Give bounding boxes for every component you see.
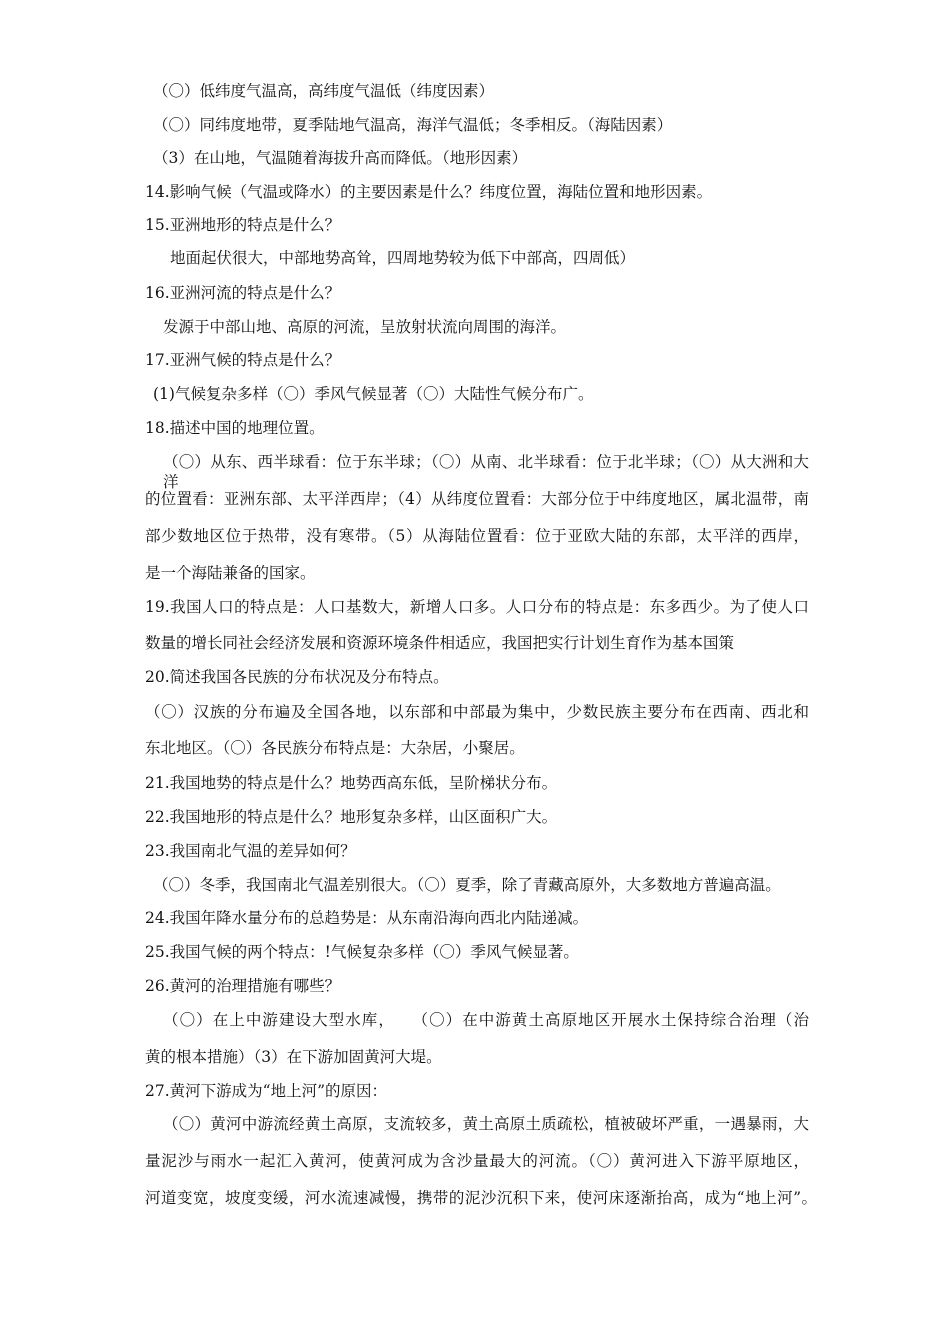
text-line: 24.我国年降水量分布的总趋势是：从东南沿海向西北内陆递减。 <box>145 909 589 927</box>
text-line: （〇）低纬度气温高，高纬度气温低（纬度因素） <box>153 82 495 100</box>
text-line: 27.黄河下游成为“地上河”的原因： <box>145 1082 387 1100</box>
text-line: （〇）在上中游建设大型水库， （〇）在中游黄土高原地区开展水土保持综合治理（治 <box>163 1011 809 1029</box>
text-line: 地面起伏很大，中部地势高耸，四周地势较为低下中部高，四周低） <box>170 249 636 267</box>
text-line: 17.亚洲气候的特点是什么？ <box>145 351 341 369</box>
text-line: (1)气候复杂多样（〇）季风气候显著（〇）大陆性气候分布广。 <box>153 385 594 403</box>
text-line: 数量的增长同社会经济发展和资源环境条件相适应，我国把实行计划生育作为基本国策 <box>145 634 735 652</box>
text-line: 21.我国地势的特点是什么？地势西高东低，呈阶梯状分布。 <box>145 774 558 792</box>
text-line: 东北地区。（〇）各民族分布特点是：大杂居，小聚居。 <box>145 739 525 757</box>
text-line: 量泥沙与雨水一起汇入黄河，使黄河成为含沙量最大的河流。（〇）黄河进入下游平原地区， <box>145 1152 809 1170</box>
text-line: （〇）从东、西半球看：位于东半球；（〇）从南、北半球看：位于北半球；（〇）从大洲和大洋 <box>163 453 809 491</box>
text-line: 的位置看：亚洲东部、太平洋西岸；（4）从纬度位置看：大部分位于中纬度地区，属北温带，南 <box>145 490 809 508</box>
text-line: （〇）同纬度地带，夏季陆地气温高，海洋气温低；冬季相反。（海陆因素） <box>153 116 673 134</box>
text-line: 19.我国人口的特点是：人口基数大，新增人口多。人口分布的特点是：东多西少。为了使人口 <box>145 598 809 616</box>
text-line: 23.我国南北气温的差异如何？ <box>145 842 356 860</box>
text-line: 22.我国地形的特点是什么？地形复杂多样，山区面积广大。 <box>145 808 558 826</box>
text-line: 河道变宽，坡度变缓，河水流速减慢，携带的泥沙沉积下来，使河床逐渐抬高，成为“地上河”。 <box>145 1189 817 1207</box>
text-line: 20.简述我国各民族的分布状况及分布特点。 <box>145 668 449 686</box>
text-line: 16.亚洲河流的特点是什么？ <box>145 284 341 302</box>
text-line: （〇）汉族的分布遍及全国各地，以东部和中部最为集中，少数民族主要分布在西南、西北和 <box>145 703 809 721</box>
text-line: 18.描述中国的地理位置。 <box>145 419 325 437</box>
text-line: 黄的根本措施）（3）在下游加固黄河大堤。 <box>145 1048 442 1066</box>
text-line: 15.亚洲地形的特点是什么？ <box>145 216 341 234</box>
text-line: （3）在山地，气温随着海拔升高而降低。（地形因素） <box>153 149 528 167</box>
text-line: 发源于中部山地、高原的河流，呈放射状流向周围的海洋。 <box>163 318 567 336</box>
text-line: 14.影响气候（气温或降水）的主要因素是什么？纬度位置，海陆位置和地形因素。 <box>145 183 713 201</box>
text-line: 部少数地区位于热带，没有寒带。（5）从海陆位置看：位于亚欧大陆的东部，太平洋的西岸， <box>145 527 809 545</box>
text-line: 是一个海陆兼备的国家。 <box>145 564 316 582</box>
text-line: （〇）黄河中游流经黄土高原，支流较多，黄土高原土质疏松，植被破坏严重，一遇暴雨，大 <box>163 1115 809 1133</box>
text-line: 25.我国气候的两个特点：!气候复杂多样（〇）季风气候显著。 <box>145 943 579 961</box>
text-line: （〇）冬季，我国南北气温差别很大。（〇）夏季，除了青藏高原外，大多数地方普遍高温。 <box>153 876 781 894</box>
text-line: 26.黄河的治理措施有哪些？ <box>145 977 341 995</box>
